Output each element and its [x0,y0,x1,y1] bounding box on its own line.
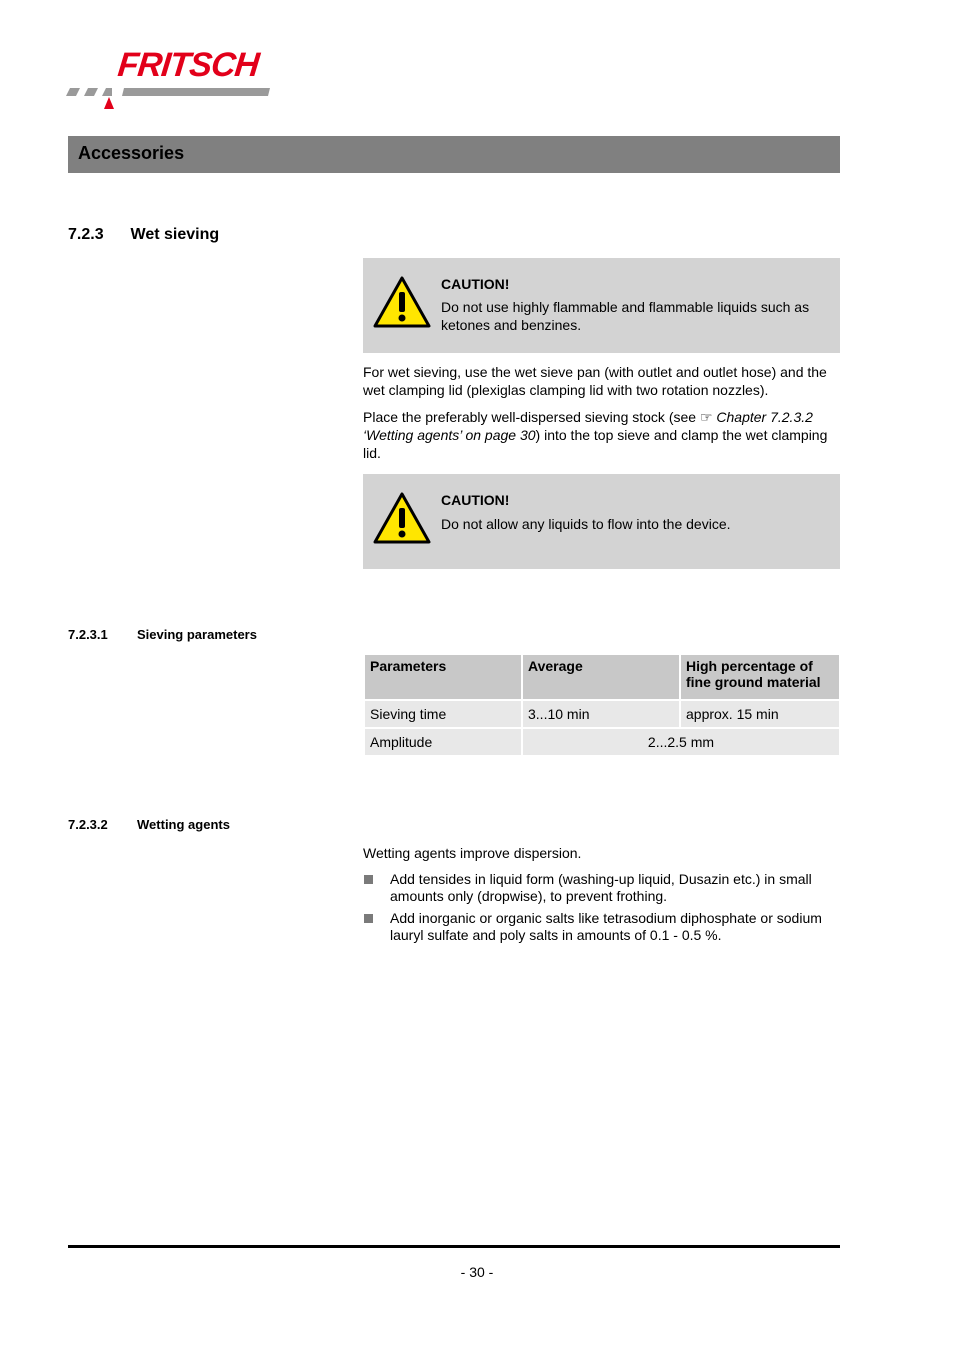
paragraph-text-end: ) into the top sieve and clamp the wet clamping lid. [363,427,828,461]
table-row [365,701,839,727]
warning-triangle-icon [373,276,431,328]
table-cell: Amplitude [365,729,521,755]
table-row [365,729,839,755]
section-heading [68,226,219,244]
section-title: Wet sieving [130,226,220,243]
warning-triangle-icon [373,492,431,544]
subsection-heading [68,817,230,832]
table-cell: approx. 15 min [681,701,839,727]
table-header-cell: Parameters [365,655,521,699]
caution-box [363,474,840,569]
table-cell: 2...2.5 mm [523,729,839,755]
footer-divider [68,1245,840,1248]
table-header-row [365,655,839,699]
caution-box [363,258,840,353]
paragraph-sieving-stock [363,408,840,462]
fritsch-logo [66,46,286,112]
caution-title: CAUTION! [441,492,510,508]
section-number: 7.2.3 [68,226,104,243]
sieving-parameters-table [363,653,841,757]
list-item-text: Add inorganic or organic salts like tetrasodium diphosphate or sodium lauryl sulfate and poly salts in amounts of 0.1 - 0.5 %. [390,910,822,943]
subsection-heading [68,627,257,642]
section-header-bar [68,136,840,173]
wetting-agents-list [363,871,840,949]
table-header-cell: High percentage of fine ground material [681,655,839,699]
table-cell: 3...10 min [523,701,679,727]
paragraph-wetting-agents: Wetting agents improve dispersion. [363,845,582,861]
list-item [363,871,840,905]
caution-text: Do not allow any liquids to flow into the device. [441,516,731,532]
chapter-link[interactable]: Chapter 7.2.3.2 ‘Wetting agents’ on page 30 [363,409,813,443]
bullet-square-icon [364,914,373,923]
table-header-cell: Average [523,655,679,699]
subsection-title: Sieving parameters [137,627,257,642]
section-header-title: Accessories [78,143,185,163]
paragraph-wet-sieve-pan: For wet sieving, use the wet sieve pan (with outlet and outlet hose) and the wet clamping lid (plexiglas clamping lid with two rotation nozzles). [363,364,827,398]
list-item [363,910,840,944]
subsection-title: Wetting agents [137,817,230,832]
table-cell: Sieving time [365,701,521,727]
page-number: - 30 - [460,1264,494,1280]
caution-title: CAUTION! [441,276,510,292]
caution-text: Do not use highly flammable and flammable liquids such as ketones and benzines. [441,299,810,333]
paragraph-text: Place the preferably well-dispersed sieving stock (see [363,409,700,425]
subsection-number: 7.2.3.2 [68,817,108,832]
list-item-text: Add tensides in liquid form (washing-up liquid, Dusazin etc.) in small amounts only (dropwise), to prevent frothing. [390,871,812,904]
pointing-hand-icon: ☞ [699,409,713,425]
bullet-square-icon [364,875,373,884]
logo-wordmark: FRITSCH [116,46,261,84]
subsection-number: 7.2.3.1 [68,627,108,642]
